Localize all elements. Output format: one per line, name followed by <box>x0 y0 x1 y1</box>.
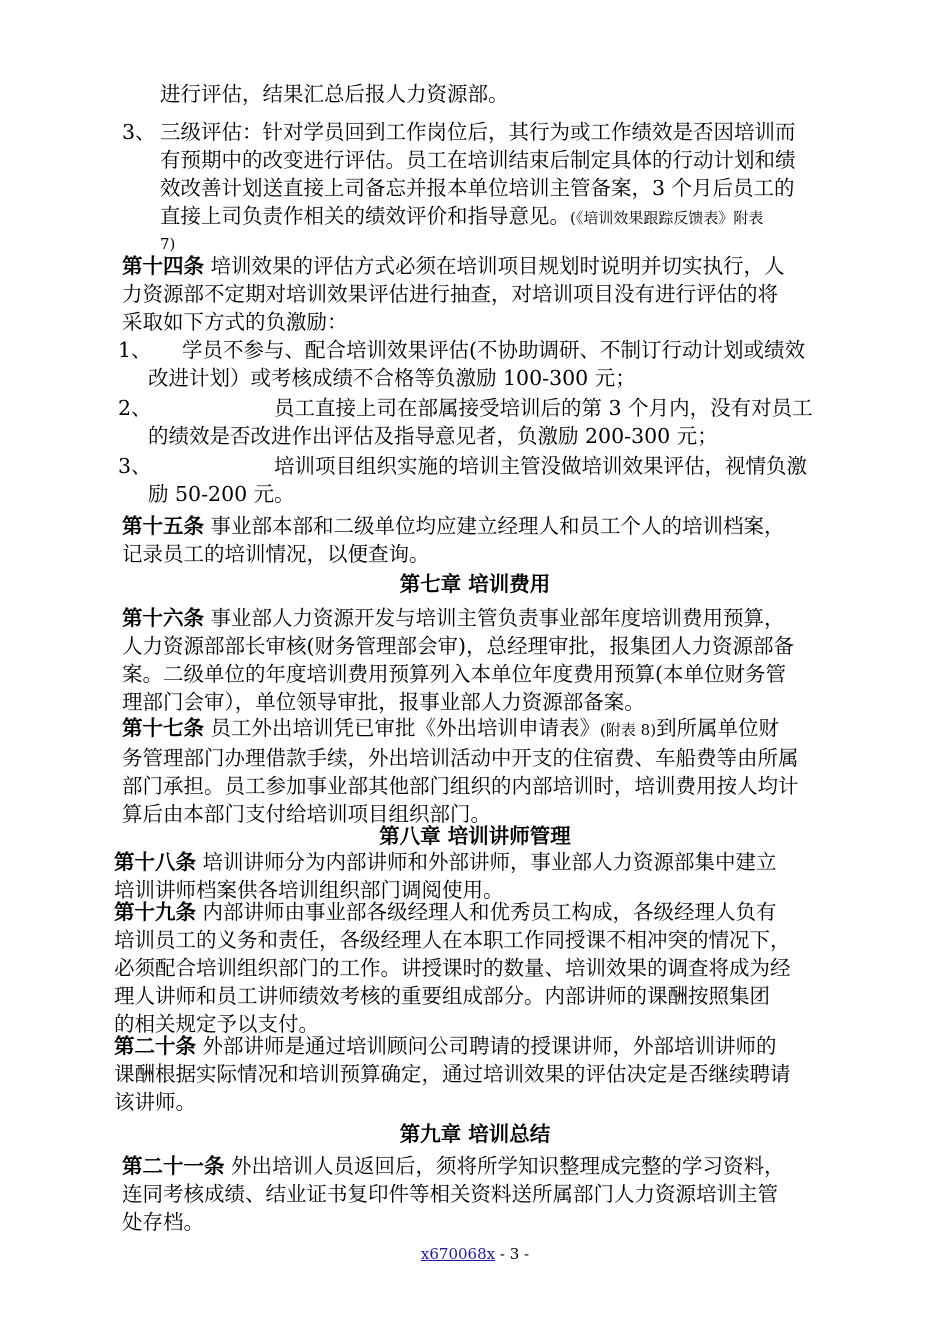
article-14 <box>122 252 850 336</box>
article-21-heading: 第二十一条 <box>122 1154 225 1178</box>
eval-continuation-text: 进行评估，结果汇总后报人力资源部。 <box>160 82 509 106</box>
penalty-1-line-2: 改进计划）或考核成绩不合格等负激励 100-300 元； <box>148 366 636 390</box>
article-14-line-1 <box>122 252 850 280</box>
article-18-text-1: 培训讲师分为内部讲师和外部讲师，事业部人力资源部集中建立 <box>202 850 777 874</box>
footer-document-code-link[interactable]: x670068x <box>420 1245 496 1263</box>
article-21-line-3: 处存档。 <box>122 1210 204 1234</box>
article-20-line-1 <box>114 1032 850 1060</box>
eval3-line-3: 效改善计划送直接上司备忘并报本单位培训主管备案，3 个月后员工的 <box>160 176 795 200</box>
article-17-text-1b: 到所属单位财 <box>656 716 780 740</box>
penalty-2-line-2: 的绩效是否改进作出评估及指导意见者，负激励 200-300 元； <box>148 424 718 448</box>
article-19-line-4: 理人讲师和员工讲师绩效考核的重要组成部分。内部讲师的课酬按照集团 <box>114 984 770 1008</box>
eval-continuation <box>160 80 860 108</box>
article-19-line-3: 必须配合培训组织部门的工作。讲授课时的数量、培训效果的调查将成为经 <box>114 956 791 980</box>
penalty-3-line-1: 培训项目组织实施的培训主管没做培训效果评估，视情负激 <box>274 454 807 478</box>
article-17-text-1a: 员工外出培训凭已审批《外出培训申请表》 <box>210 716 601 740</box>
article-18 <box>114 848 850 904</box>
eval3-line-4 <box>160 202 850 232</box>
article-16-heading: 第十六条 <box>122 606 204 630</box>
eval3-paragraph <box>160 118 850 256</box>
chapter-9-title: 第九章 培训总结 <box>399 1122 551 1146</box>
eval3-feedback-form-ref: (《培训效果跟踪反馈表》附表 <box>570 209 764 227</box>
article-16 <box>122 604 850 716</box>
article-17 <box>122 714 850 828</box>
article-15 <box>122 512 850 568</box>
article-19-heading: 第十九条 <box>114 900 196 924</box>
article-16-line-3: 案。二级单位的年度培训费用预算列入本单位年度费用预算(本单位财务管 <box>122 662 786 686</box>
article-16-line-4: 理部门会审），单位领导审批，报事业部人力资源部备案。 <box>122 690 645 714</box>
article-15-line-1 <box>122 512 850 540</box>
penalty-3-number: 3、 <box>118 454 152 478</box>
eval3-line-5: 7) <box>160 235 176 253</box>
page-footer <box>0 1244 950 1264</box>
eval3-line-1: 三级评估：针对学员回到工作岗位后，其行为或工作绩效是否因培训而 <box>160 120 796 144</box>
article-20 <box>114 1032 850 1116</box>
penalty-1 <box>148 336 848 392</box>
article-20-line-2: 课酬根据实际情况和培训预算确定，通过培训效果的评估决定是否继续聘请 <box>114 1062 791 1086</box>
article-20-text-1: 外部讲师是通过培训顾问公司聘请的授课讲师，外部培训讲师的 <box>202 1034 777 1058</box>
penalty-2-line-1: 员工直接上司在部属接受培训后的第 3 个月内，没有对员工 <box>274 396 813 420</box>
article-18-line-1 <box>114 848 850 876</box>
article-17-appendix-ref: (附表 8) <box>600 721 657 739</box>
article-14-heading: 第十四条 <box>122 254 204 278</box>
article-16-line-2: 人力资源部部长审核(财务管理部会审)，总经理审批，报集团人力资源部备 <box>122 634 794 658</box>
penalty-1-number: 1、 <box>118 338 152 362</box>
article-19-line-5: 的相关规定予以支付。 <box>114 1012 319 1036</box>
article-19-line-2: 培训员工的义务和责任，各级经理人在本职工作同授课不相冲突的情况下， <box>114 928 791 952</box>
article-17-line-3: 部门承担。员工参加事业部其他部门组织的内部培训时，培训费用按人均计 <box>122 774 799 798</box>
penalty-1-line-1: 学员不参与、配合培训效果评估(不协助调研、不制订行动计划或绩效 <box>182 338 805 362</box>
article-19-line-1 <box>114 898 850 926</box>
article-21-line-1 <box>122 1152 850 1180</box>
article-16-text-1: 事业部人力资源开发与培训主管负责事业部年度培训费用预算， <box>210 606 785 630</box>
article-21 <box>122 1152 850 1236</box>
eval3-line-2: 有预期中的改变进行评估。员工在培训结束后制定具体的行动计划和绩 <box>160 148 796 172</box>
chapter-7-title: 第七章 培训费用 <box>399 572 551 596</box>
article-17-line-4: 算后由本部门支付给培训项目组织部门。 <box>122 802 491 826</box>
article-17-line-2: 务管理部门办理借款手续，外出培训活动中开支的住宿费、车船费等由所属 <box>122 746 799 770</box>
article-18-line-2: 培训讲师档案供各培训组织部门调阅使用。 <box>114 878 504 902</box>
article-21-text-1: 外出培训人员返回后，须将所学知识整理成完整的学习资料， <box>231 1154 785 1178</box>
chapter-8-title: 第八章 培训讲师管理 <box>379 824 571 848</box>
eval3-number: 3、 <box>122 120 156 144</box>
penalty-2 <box>148 394 848 450</box>
article-14-line-3: 采取如下方式的负激励： <box>122 310 348 334</box>
article-20-heading: 第二十条 <box>114 1034 196 1058</box>
article-18-heading: 第十八条 <box>114 850 196 874</box>
article-14-line-2: 力资源部不定期对培训效果评估进行抽查，对培训项目没有进行评估的将 <box>122 282 778 306</box>
article-14-text-1: 培训效果的评估方式必须在培训项目规划时说明并切实执行，人 <box>210 254 785 278</box>
article-19-text-1: 内部讲师由事业部各级经理人和优秀员工构成，各级经理人负有 <box>202 900 777 924</box>
penalty-2-number: 2、 <box>118 396 152 420</box>
article-16-line-1 <box>122 604 850 632</box>
article-17-line-1 <box>122 714 850 744</box>
article-21-line-2: 连同考核成绩、结业证书复印件等相关资料送所属部门人力资源培训主管 <box>122 1182 778 1206</box>
article-19 <box>114 898 850 1038</box>
footer-page-number: - 3 - <box>495 1245 530 1263</box>
article-15-line-2: 记录员工的培训情况，以便查询。 <box>122 542 430 566</box>
article-15-text-1: 事业部本部和二级单位均应建立经理人和员工个人的培训档案， <box>210 514 785 538</box>
article-15-heading: 第十五条 <box>122 514 204 538</box>
penalty-3 <box>148 452 848 508</box>
penalty-3-line-2: 励 50-200 元。 <box>148 482 295 506</box>
article-17-heading: 第十七条 <box>122 716 204 740</box>
eval3-line-4-main: 直接上司负责作相关的绩效评价和指导意见。 <box>160 204 570 228</box>
article-20-line-3: 该讲师。 <box>114 1090 196 1114</box>
